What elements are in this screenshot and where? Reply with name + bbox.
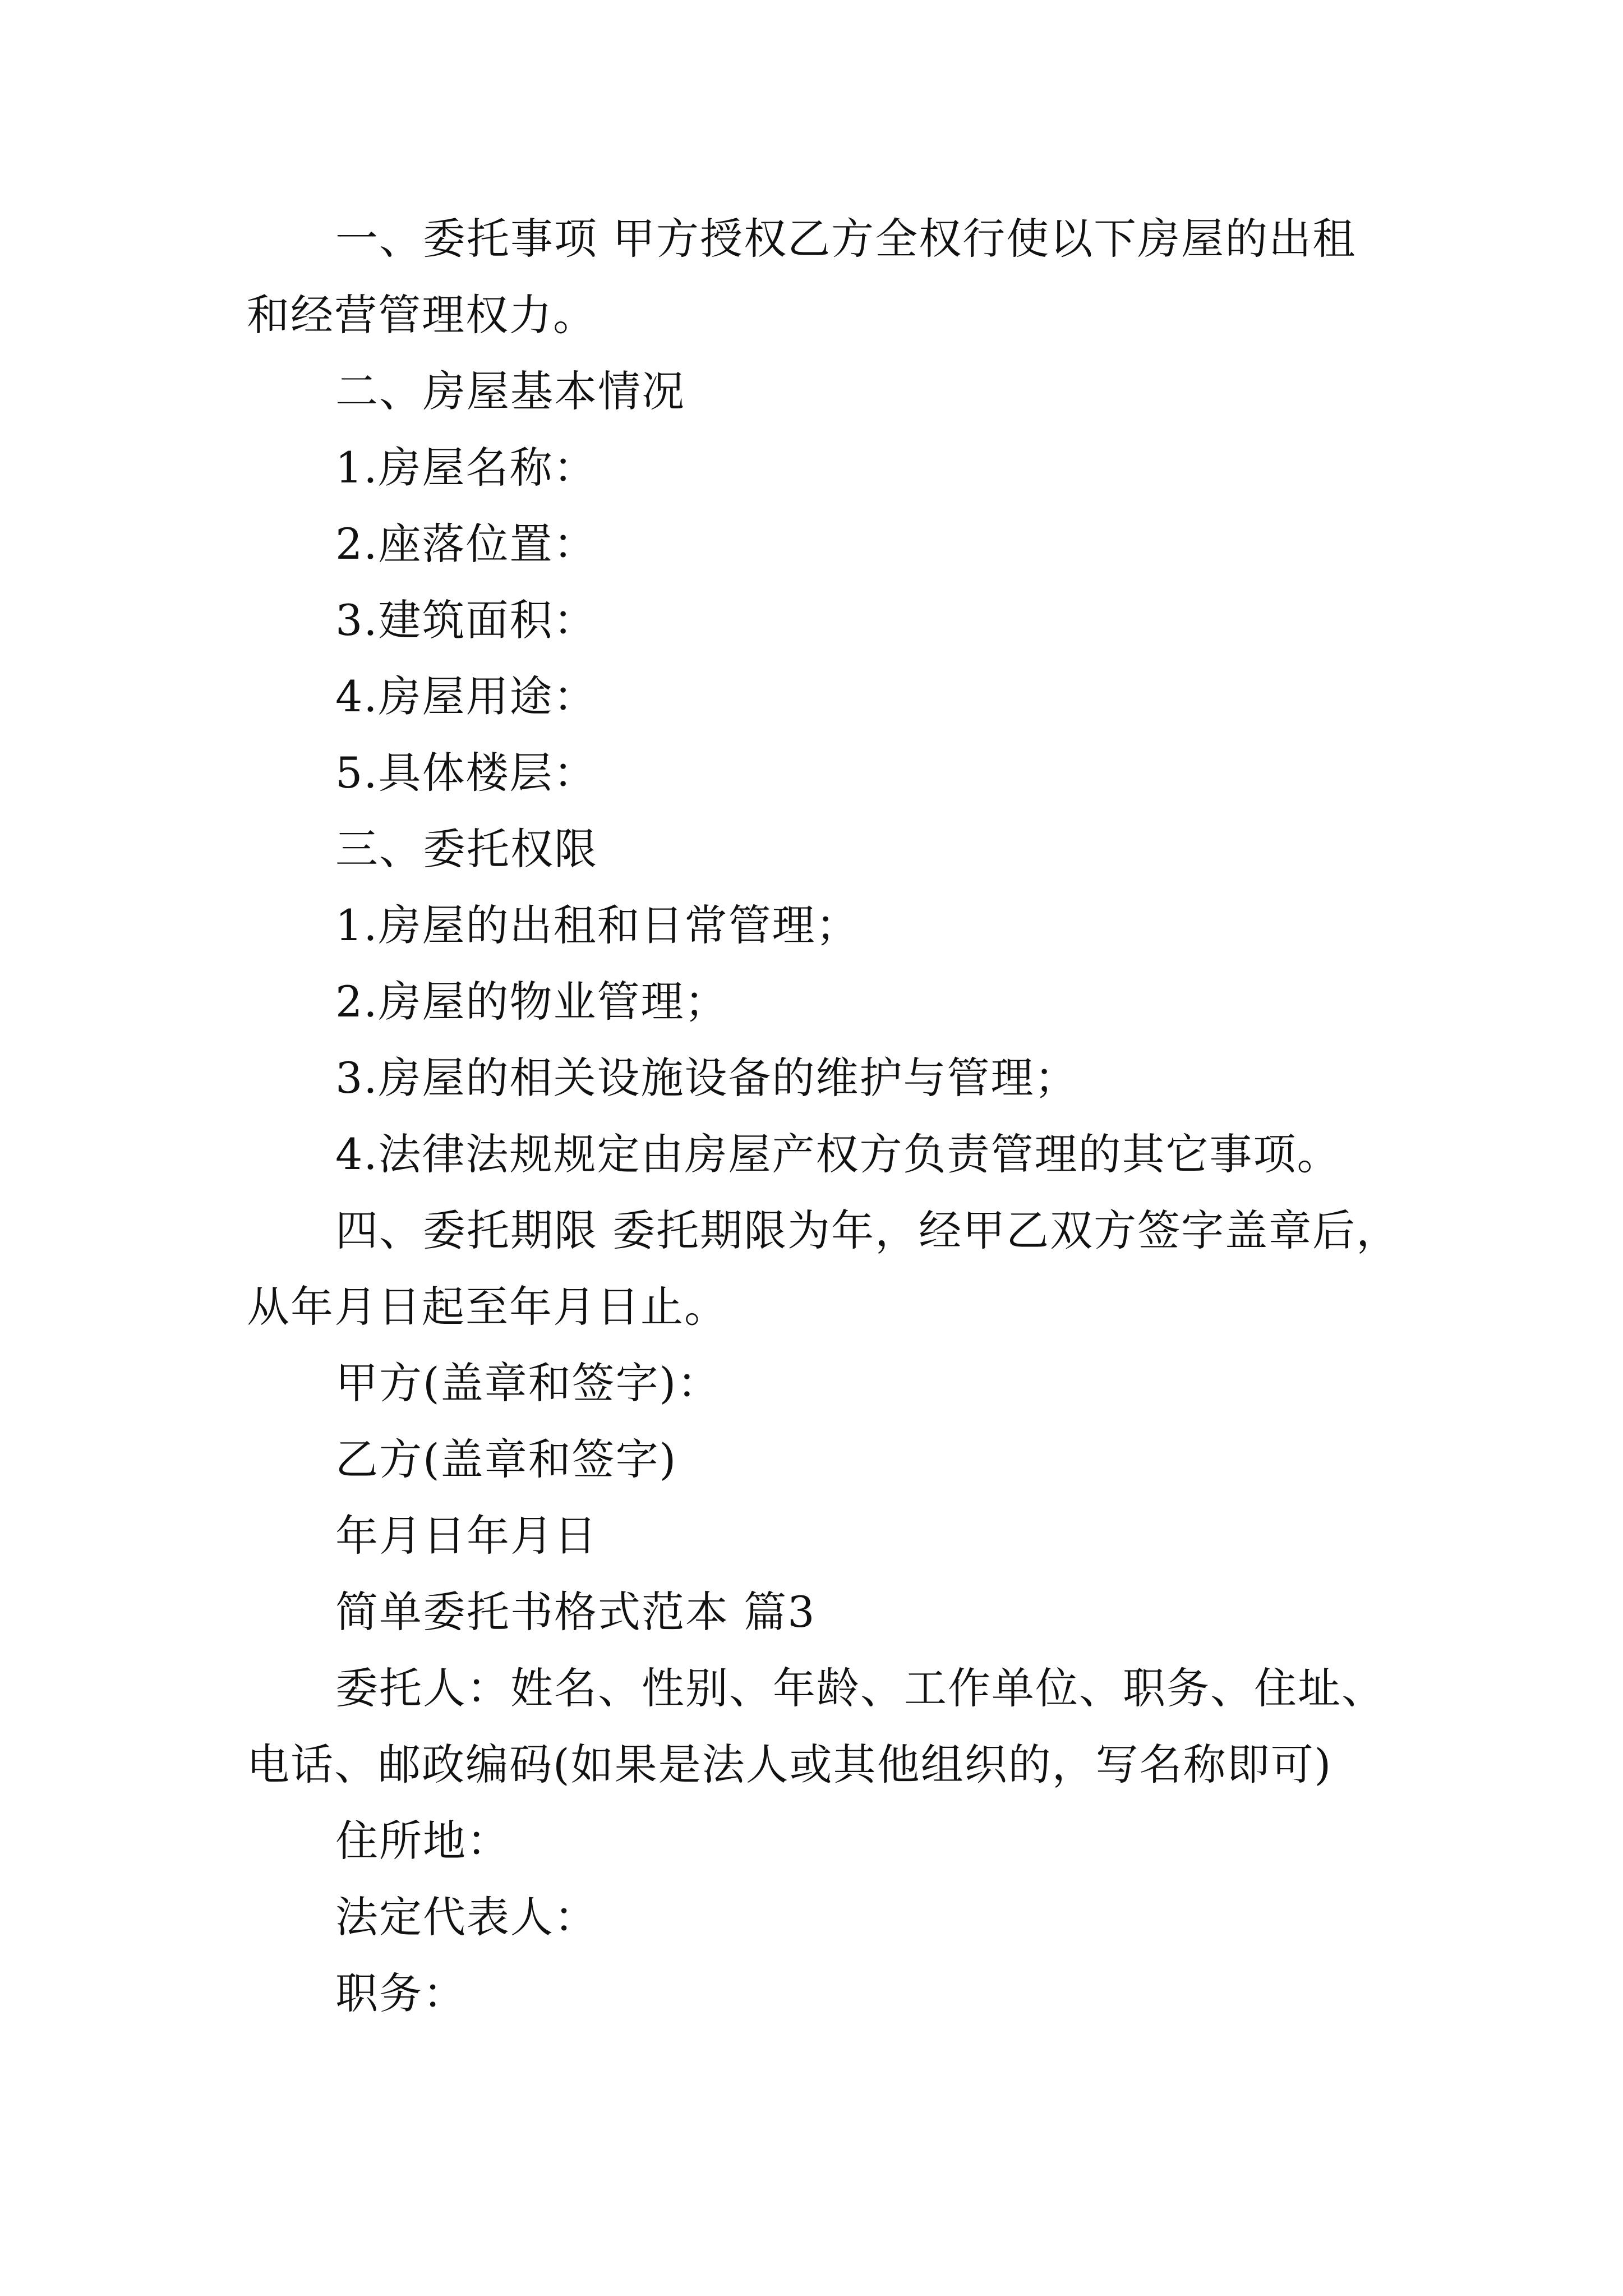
field-legal-representative: 法定代表人： bbox=[335, 1892, 598, 1942]
field-principal: 委托人：姓名、性别、年龄、工作单位、职务、住址、 bbox=[335, 1663, 1385, 1713]
signature-party-a: 甲方(盖章和签字)： bbox=[335, 1358, 721, 1408]
section-heading-property-info: 二、房屋基本情况 bbox=[335, 366, 685, 416]
authority-item: 3.房屋的相关设施设备的维护与管理； bbox=[335, 1053, 1078, 1103]
document-body bbox=[247, 213, 1400, 2044]
signature-party-b: 乙方(盖章和签字) bbox=[335, 1434, 677, 1484]
field-position: 职务： bbox=[335, 1968, 467, 2018]
section-heading-authority: 三、委托权限 bbox=[335, 824, 598, 874]
field-property-name: 1.房屋名称： bbox=[335, 443, 597, 493]
field-property-use: 4.房屋用途： bbox=[335, 671, 597, 721]
field-location: 2.座落位置： bbox=[335, 519, 597, 569]
section-heading-term: 四、委托期限 委托期限为年，经甲乙双方签字盖章后， bbox=[335, 1205, 1400, 1255]
field-floor-area: 3.建筑面积： bbox=[335, 595, 597, 645]
authority-item: 2.房屋的物业管理； bbox=[335, 977, 728, 1027]
section-heading-delegation-matters: 一、委托事项 甲方授权乙方全权行使以下房屋的出租 bbox=[335, 214, 1357, 264]
paragraph-continuation: 从年月日起至年月日止。 bbox=[247, 1282, 728, 1332]
paragraph-continuation: 电话、邮政编码(如果是法人或其他组织的，写名称即可) bbox=[247, 1740, 1332, 1789]
field-floor: 5.具体楼层： bbox=[335, 748, 597, 798]
field-domicile: 住所地： bbox=[335, 1816, 510, 1866]
signature-dates: 年月日年月日 bbox=[335, 1511, 598, 1561]
authority-item: 1.房屋的出租和日常管理； bbox=[335, 900, 860, 950]
paragraph-continuation: 和经营管理权力。 bbox=[247, 290, 597, 340]
authority-item: 4.法律法规规定由房屋产权方负责管理的其它事项。 bbox=[335, 1129, 1341, 1179]
template-title: 简单委托书格式范本 篇3 bbox=[335, 1587, 816, 1637]
